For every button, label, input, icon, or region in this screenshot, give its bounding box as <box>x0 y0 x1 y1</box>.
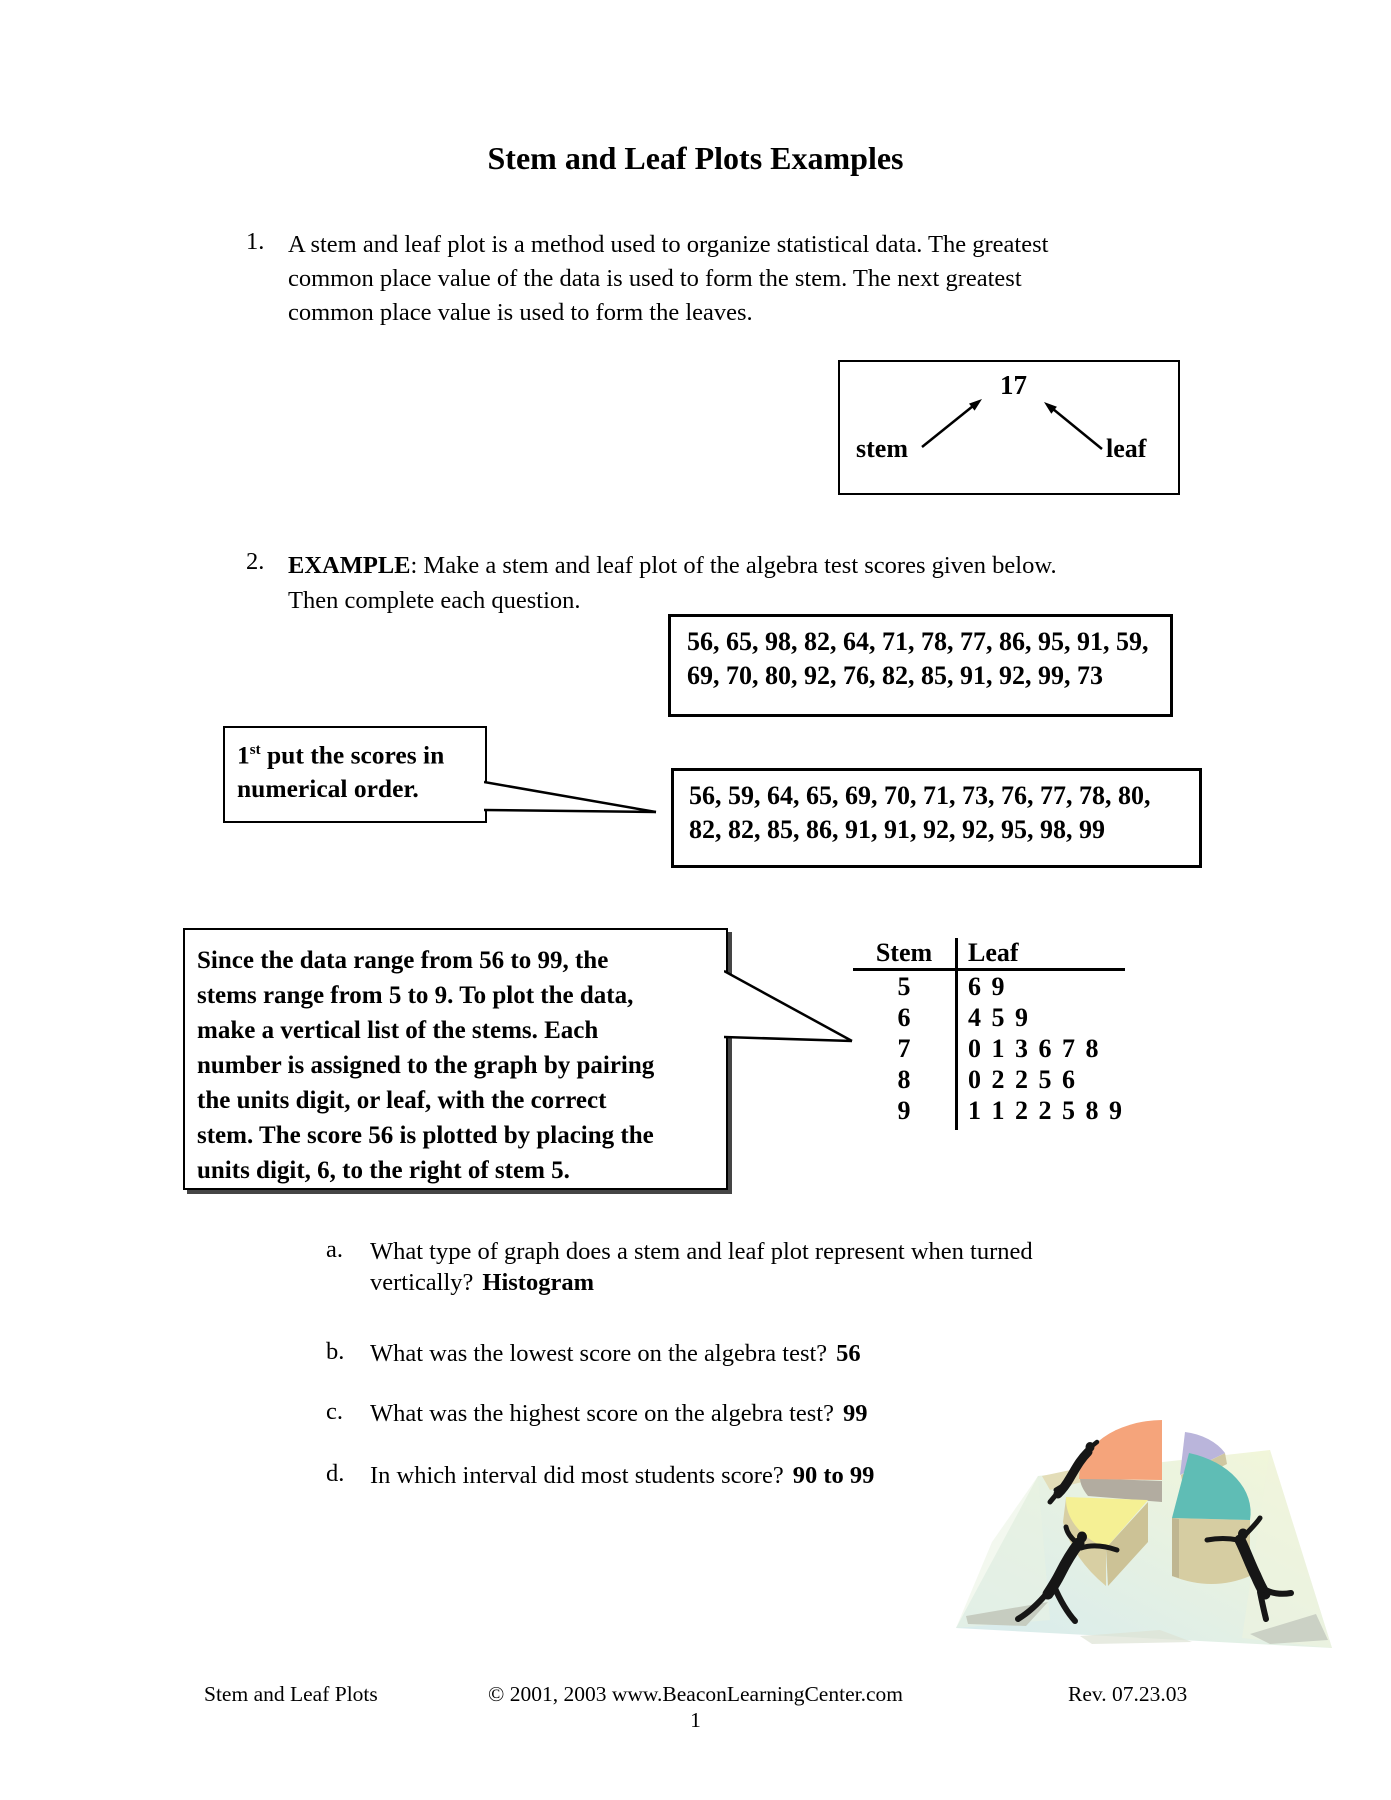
diagram-value: 17 <box>1000 370 1027 400</box>
answer: 90 to 99 <box>792 1462 875 1489</box>
stem-leaf-diagram-box <box>838 360 1180 495</box>
stem-leaf-plot <box>853 938 1131 1126</box>
pie-chart-clipart <box>930 1390 1370 1670</box>
stem-label: stem <box>856 434 908 463</box>
item-2-number: 2. <box>246 548 265 575</box>
table-header-stem: Stem <box>875 938 933 967</box>
sorted-scores-box: 56, 59, 64, 65, 69, 70, 71, 73, 76, 77, 78, 80, 82, 82, 85, 86, 91, 91, 92, 92, 95, 98, 99 <box>671 768 1202 868</box>
footer-revision: Rev. 07.23.03 <box>1068 1682 1188 1706</box>
item-2 <box>246 548 1057 618</box>
table-header-leaf: Leaf <box>968 938 1019 967</box>
footer-title: Stem and Leaf Plots <box>204 1682 378 1706</box>
stem-cell: 7 <box>897 1033 911 1063</box>
example-keyword: EXAMPLE <box>288 552 411 579</box>
leaf-cell: 1 1 2 2 5 8 9 <box>968 1095 1122 1125</box>
callout-explanation-pointer <box>724 964 859 1048</box>
page-title: Stem and Leaf Plots Examples <box>487 140 904 176</box>
callout-first-pointer <box>484 776 669 818</box>
leaf-label: leaf <box>1106 434 1147 463</box>
question-d: d. In which interval did most students score? 90 to 99 <box>326 1460 875 1489</box>
stem-cell: 9 <box>897 1095 911 1125</box>
table-header <box>853 938 1131 968</box>
raw-scores-box: 56, 65, 98, 82, 64, 71, 78, 77, 86, 95, 91, 59, 69, 70, 80, 92, 76, 82, 85, 91, 92, 99, 73 <box>668 614 1173 717</box>
item-1 <box>246 228 1048 330</box>
question-label: c. <box>326 1398 343 1425</box>
question-label: b. <box>326 1338 345 1365</box>
stem-cell: 6 <box>897 1002 911 1032</box>
table-row <box>853 971 1131 1002</box>
leaf-cell: 6 9 <box>968 971 1005 1001</box>
item-2-text: EXAMPLE: Make a stem and leaf plot of the algebra test scores given below. Then complete each question. <box>288 552 1057 614</box>
question-label: d. <box>326 1460 345 1487</box>
question-label: a. <box>326 1236 343 1263</box>
stem-cell: 5 <box>897 971 911 1001</box>
item-1-number: 1. <box>246 228 265 255</box>
question-a: a. What type of graph does a stem and leaf plot represent when turned vertically? Histogram <box>326 1236 1033 1296</box>
leaf-cell: 4 5 9 <box>968 1002 1028 1032</box>
leaf-cell: 0 2 2 5 6 <box>968 1064 1075 1094</box>
callout-explanation: Since the data range from 56 to 99, the stems range from 5 to 9. To plot the data, make a vertical list of the stems. Each number is assigned to the graph by pairing the units digit, or leaf, with the correct stem. The score 56 is plotted by placing the units digit, 6, to the right of stem 5. <box>183 928 728 1190</box>
table-row <box>853 1033 1131 1064</box>
question-c: c. What was the highest score on the algebra test? 99 <box>326 1398 868 1427</box>
table-divider-vertical <box>955 938 958 1130</box>
answer: 56 <box>836 1340 861 1367</box>
footer-copyright: © 2001, 2003 www.BeaconLearningCenter.com <box>488 1682 903 1706</box>
callout-first-step: 1st put the scores in numerical order. <box>223 726 487 823</box>
page-number: 1 <box>690 1708 701 1732</box>
answer: Histogram <box>482 1269 594 1296</box>
question-b: b. What was the lowest score on the algebra test? 56 <box>326 1338 861 1367</box>
stem-cell: 8 <box>897 1064 911 1094</box>
answer: 99 <box>842 1400 868 1427</box>
leaf-cell: 0 1 3 6 7 8 <box>968 1033 1099 1063</box>
table-row <box>853 1095 1131 1126</box>
table-divider-horizontal <box>853 968 1125 971</box>
table-row <box>853 1002 1131 1033</box>
table-row <box>853 1064 1131 1095</box>
item-1-text: A stem and leaf plot is a method used to organize statistical data. The greatest common place value of the data is used to form the stem. The next greatest common place value is used to form the leaves. <box>288 231 1049 326</box>
